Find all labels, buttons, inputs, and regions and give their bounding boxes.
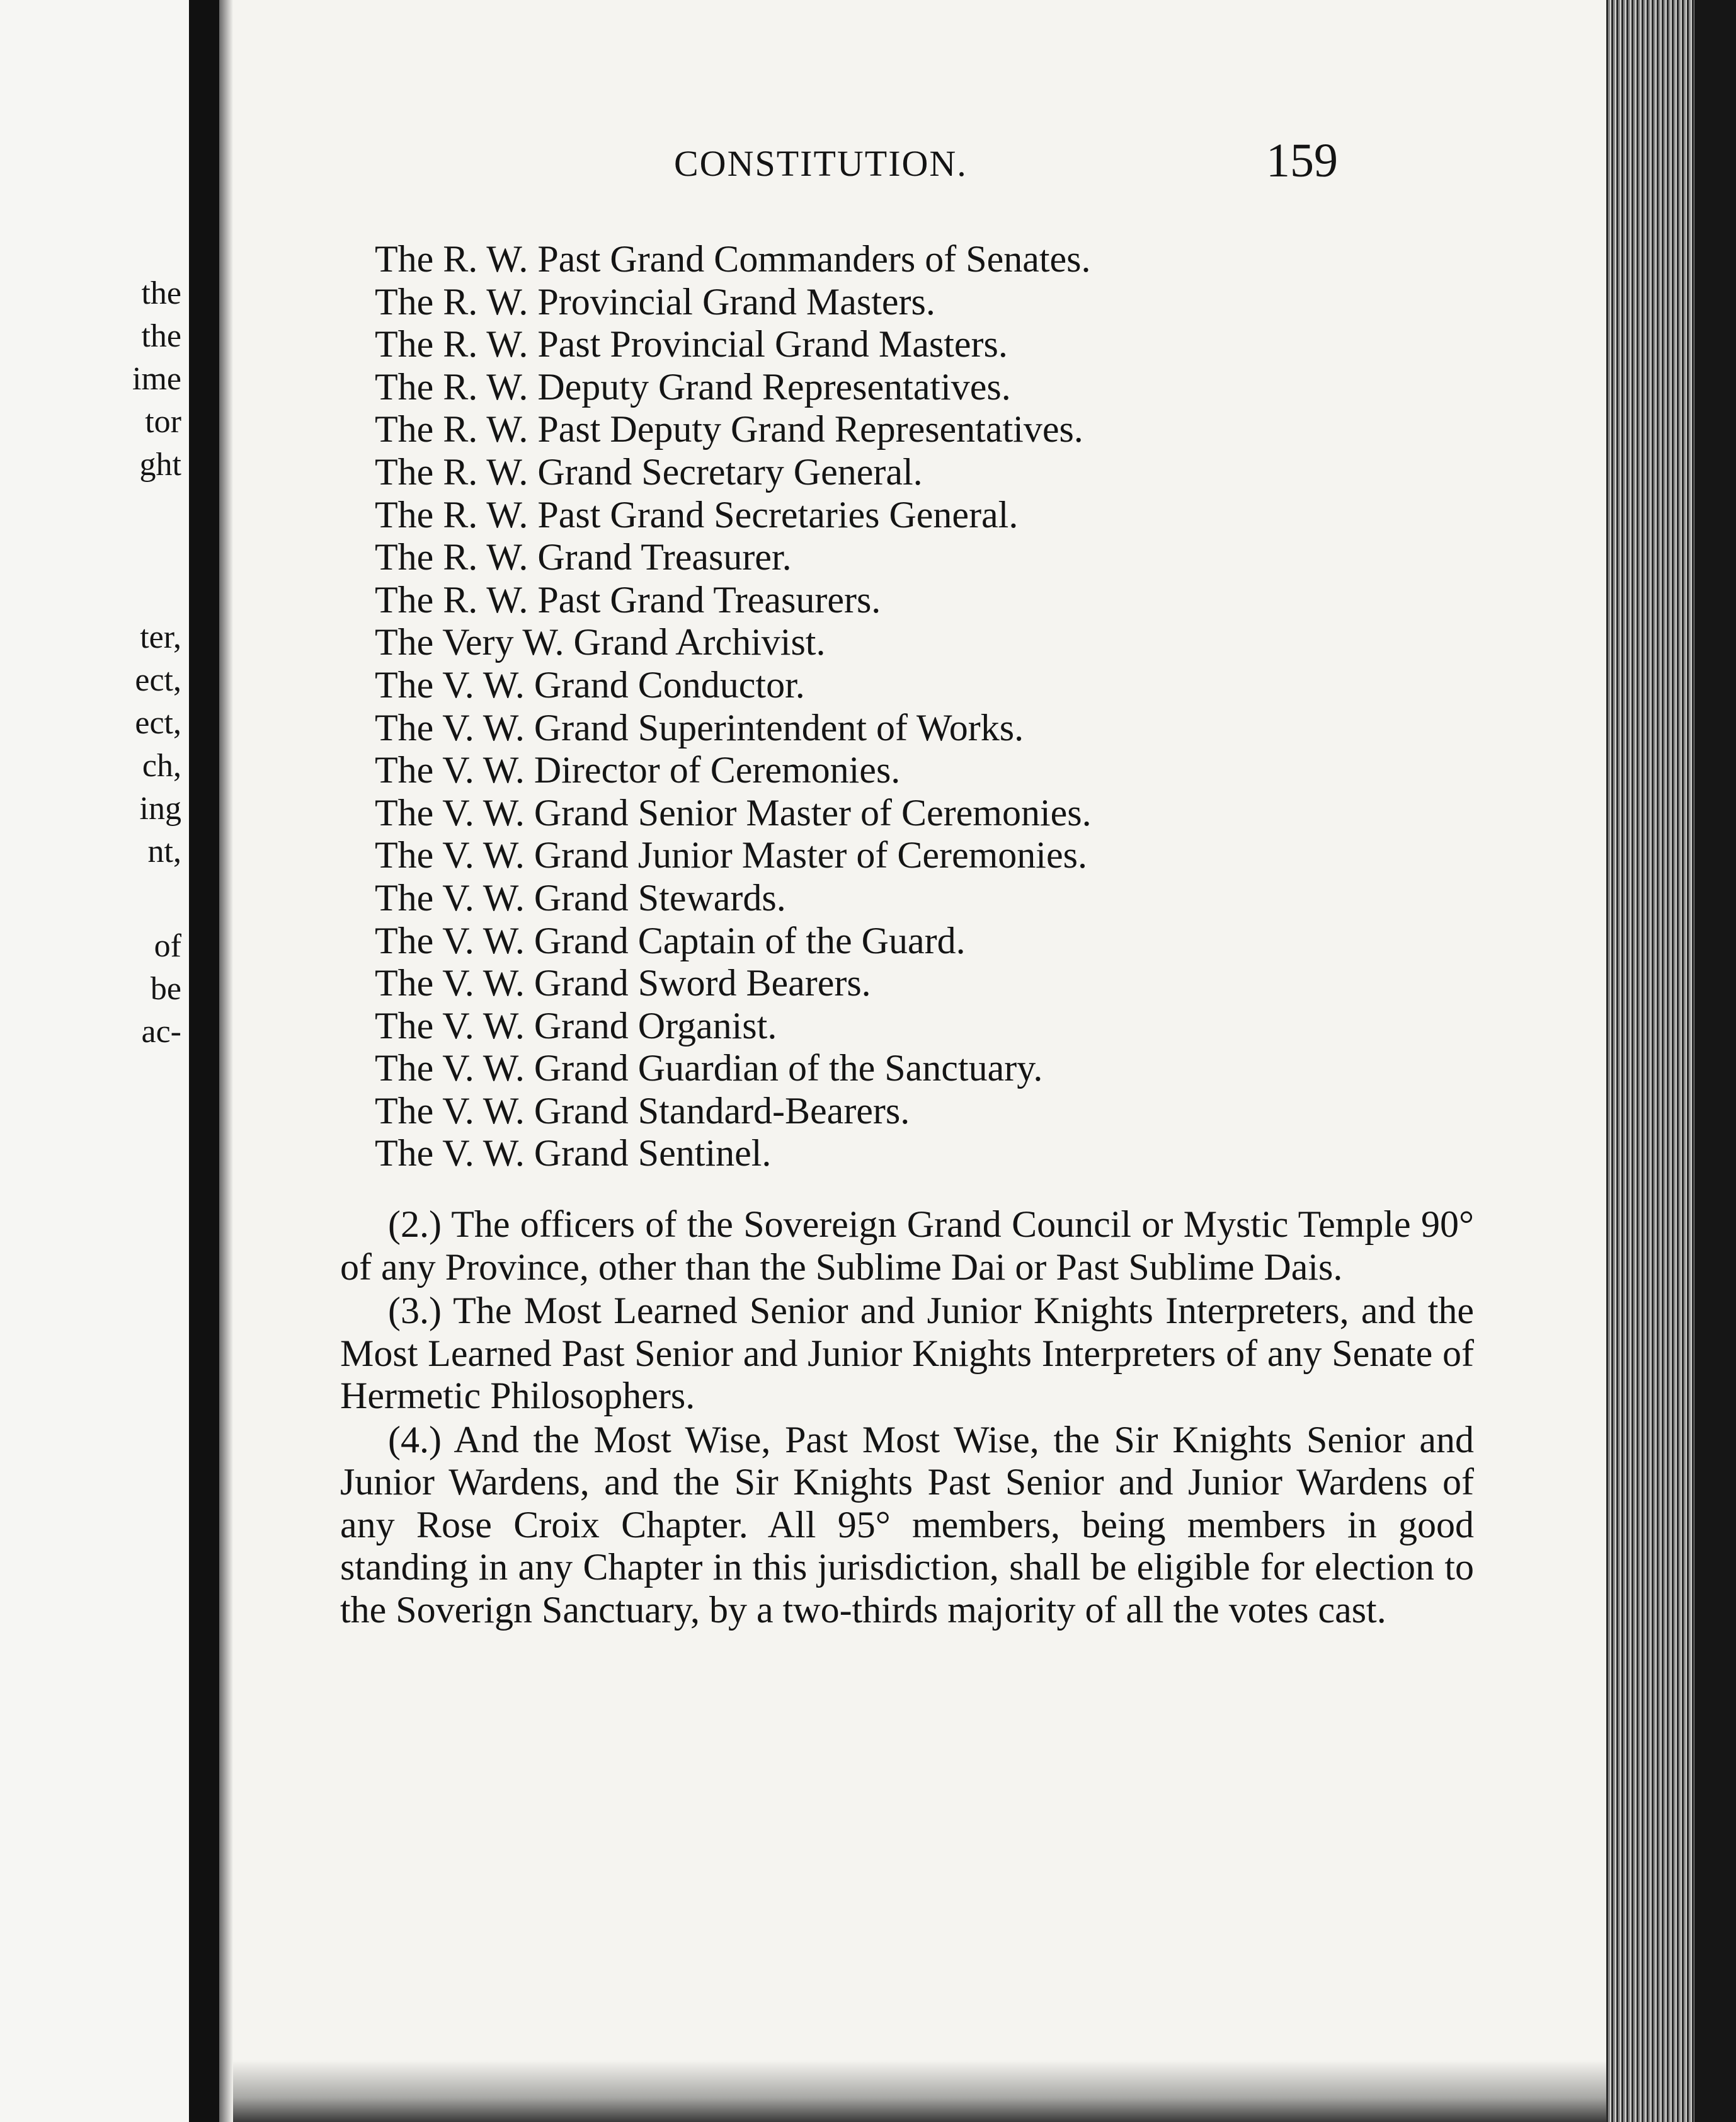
officer-list-item: The R. W. Provincial Grand Masters. (375, 280, 935, 323)
officer-list-item: The R. W. Grand Treasurer. (375, 536, 792, 578)
clause-paragraph: (4.) And the Most Wise, Past Most Wise, the Sir Knights Senior and Junior Wardens, and the Sir Knights Past Senior and Junior Wardens of any Rose Croix Chapter. All 95° members, being members in good standing in any Chapter in this jurisdiction, shall be eligible for election to the Soverign Sanctuary, by a two-thirds majority of all the votes cast. (340, 1418, 1474, 1631)
officer-list-item: The R. W. Deputy Grand Representatives. (375, 365, 1011, 408)
officer-list-item: The V. W. Grand Conductor. (375, 663, 805, 706)
book-gutter (189, 0, 219, 2122)
officer-list-item: The V. W. Grand Guardian of the Sanctuary. (375, 1047, 1043, 1089)
officer-list-item: The V. W. Grand Stewards. (375, 876, 786, 919)
clause-paragraph: (3.) The Most Learned Senior and Junior Knights Interpreters, and the Most Learned Past Senior and Junior Knights Interpreters of any Senate of Hermetic Philosophers. (340, 1290, 1474, 1416)
left-page-fragment-line: ing (139, 791, 181, 827)
officer-list (375, 238, 1092, 1175)
officer-list-item: The V. W. Grand Standard-Bearers. (375, 1089, 910, 1132)
left-page-fragment-line: of (154, 928, 181, 964)
book-page (233, 0, 1606, 2122)
left-page-fragment-line: tor (145, 404, 181, 440)
gutter-shadow (219, 0, 233, 2122)
adjacent-page-fragment (0, 0, 189, 2122)
officer-list-item: The R. W. Past Grand Secretaries General. (375, 493, 1019, 536)
left-page-fragment-line: the (141, 318, 181, 354)
officer-list-item: The R. W. Past Deputy Grand Representatives. (375, 408, 1083, 450)
page-header (233, 134, 1606, 187)
officer-list-item: The R. W. Past Provincial Grand Masters. (375, 323, 1008, 365)
left-page-fragment-line: ect, (135, 662, 181, 698)
officer-list-item: The V. W. Grand Sword Bearers. (375, 962, 871, 1004)
left-page-fragment-line: ime (132, 361, 181, 397)
book-cover-edge (1694, 0, 1736, 2122)
officer-list-item: The V. W. Grand Senior Master of Ceremonies. (375, 791, 1092, 834)
officer-list-item: The V. W. Director of Ceremonies. (375, 749, 901, 791)
officer-list-item: The Very W. Grand Archivist. (375, 621, 826, 663)
left-page-fragment-line: ter, (140, 619, 181, 655)
page-number: 159 (1266, 134, 1338, 187)
officer-list-item: The V. W. Grand Organist. (375, 1004, 777, 1047)
clauses-section (340, 1203, 1474, 1632)
officer-list-item: The V. W. Grand Sentinel. (375, 1132, 772, 1174)
clause-paragraph: (2.) The officers of the Sovereign Grand Council or Mystic Temple 90° of any Province, other than the Sublime Dai or Past Sublime Dais. (340, 1203, 1474, 1288)
officer-list-item: The R. W. Past Grand Commanders of Senates. (375, 238, 1091, 280)
left-page-fragment-line: the (141, 275, 181, 311)
left-page-fragment-line: ght (139, 447, 181, 483)
officer-list-item: The R. W. Past Grand Treasurers. (375, 578, 881, 621)
left-page-fragment-line: be (150, 971, 181, 1007)
left-page-fragment-line: ac- (141, 1014, 181, 1050)
officer-list-item: The R. W. Grand Secretary General. (375, 450, 923, 493)
running-head: CONSTITUTION. (674, 143, 968, 184)
officer-list-item: The V. W. Grand Captain of the Guard. (375, 919, 966, 961)
officer-list-item: The V. W. Grand Junior Master of Ceremonies. (375, 834, 1087, 876)
left-page-fragment-line: ch, (142, 748, 181, 784)
officer-list-item: The V. W. Grand Superintendent of Works. (375, 706, 1024, 748)
left-page-fragment-line: ect, (135, 705, 181, 741)
page-bottom-shadow (233, 2060, 1606, 2122)
left-page-fragment-line: nt, (147, 834, 181, 869)
